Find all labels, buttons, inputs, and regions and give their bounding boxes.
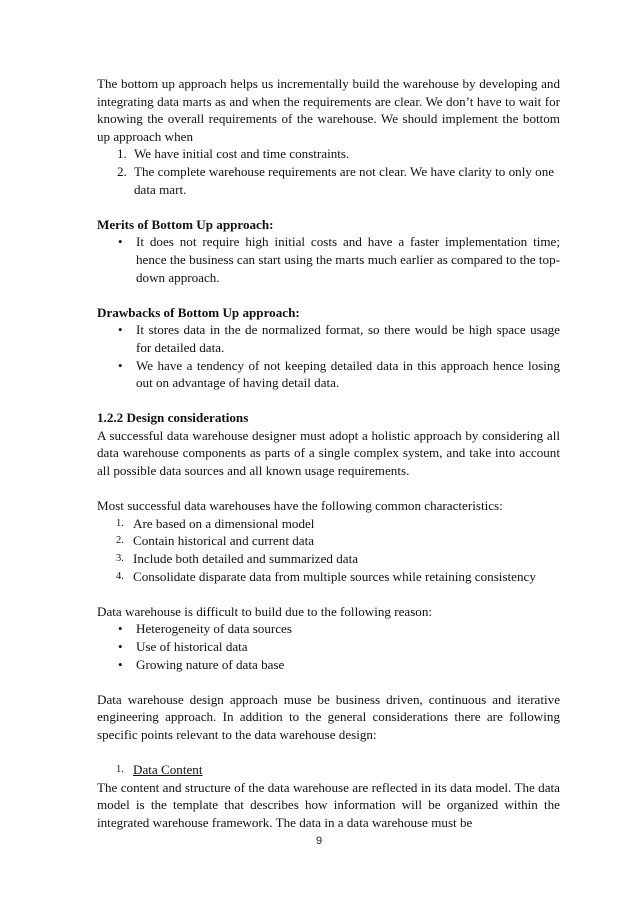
list-text: Use of historical data <box>136 639 248 654</box>
list-number: 2. <box>116 535 124 547</box>
list-item <box>97 321 560 356</box>
constraints-list <box>97 145 560 198</box>
intro-paragraph: The bottom up approach helps us incrementally build the warehouse by developing and integrating data marts as and when the requirements are clear. We don’t have to wait for knowing the overall requirements of the warehouse. We should implement the bottom up approach when <box>97 76 560 144</box>
document-page <box>97 75 560 832</box>
list-item <box>97 761 560 779</box>
list-number: 1. <box>116 517 124 529</box>
merits-list <box>97 233 560 286</box>
list-item <box>97 515 560 533</box>
list-item <box>97 568 560 586</box>
bullet-icon: • <box>118 639 123 654</box>
list-item <box>97 656 560 674</box>
list-item <box>97 638 560 656</box>
list-number: 1. <box>116 764 124 776</box>
list-text: It stores data in the de normalized format, so there would be high space usage for detailed data. <box>136 322 560 355</box>
list-item <box>97 532 560 550</box>
list-item <box>97 233 560 286</box>
approach-paragraph: Data warehouse design approach muse be business driven, continuous and iterative engineering approach. In addition to the general considerations there are following specific points relevant to the data warehouse design: <box>97 691 560 742</box>
page-number: 9 <box>315 835 323 847</box>
list-text: Are based on a dimensional model <box>133 515 315 531</box>
list-text: Contain historical and current data <box>133 533 315 549</box>
list-text: The complete warehouse requirements are not clear. We have clarity to only one data mart. <box>134 163 555 197</box>
characteristics-intro: Most successful data warehouses have the following common characteristics: <box>97 498 503 514</box>
design-paragraph: A successful data warehouse designer must adopt a holistic approach by considering all data warehouse components as parts of a single complex system, and take into account all possible data sources and all known usage requirements. <box>97 427 560 479</box>
list-item <box>97 550 560 568</box>
bullet-icon: • <box>118 621 123 637</box>
list-text: We have initial cost and time constraints. <box>134 146 350 162</box>
design-heading: 1.2.2 Design considerations <box>97 410 249 426</box>
drawbacks-list <box>97 321 560 391</box>
bullet-icon: • <box>118 234 123 250</box>
drawbacks-heading: Drawbacks of Bottom Up approach: <box>97 304 300 320</box>
list-text: Include both detailed and summarized data <box>133 551 359 567</box>
list-text: Growing nature of data base <box>136 656 285 672</box>
list-item <box>97 620 560 638</box>
list-number: 3. <box>116 553 124 565</box>
difficulty-intro: Data warehouse is difficult to build due to the following reason: <box>97 603 433 619</box>
list-text: Consolidate disparate data from multiple sources while retaining consistency <box>133 568 536 584</box>
data-content-title: Data Content <box>133 762 203 778</box>
bullet-icon: • <box>118 656 123 672</box>
list-number: 4. <box>116 570 124 582</box>
difficulty-list <box>97 620 560 673</box>
data-content-paragraph: The content and structure of the data warehouse are reflected in its data model. The data model is the template that describes how information will be organized within the integrated warehouse framework. The data in a data warehouse must be <box>97 779 560 830</box>
list-text: It does not require high initial costs and have a faster implementation time; hence the business can start using the marts much earlier as compared to the top-down approach. <box>136 234 560 285</box>
list-item <box>97 145 560 163</box>
list-number: 2. <box>117 163 127 179</box>
list-item <box>97 357 560 392</box>
bullet-icon: • <box>118 357 123 373</box>
list-number: 1. <box>117 146 127 162</box>
design-points-list <box>97 761 560 779</box>
bullet-icon: • <box>118 322 123 338</box>
merits-heading: Merits of Bottom Up approach: <box>97 216 274 232</box>
list-text: We have a tendency of not keeping detailed data in this approach hence losing out on advantage of having detail data. <box>136 357 560 391</box>
list-item <box>97 163 560 198</box>
list-text: Heterogeneity of data sources <box>136 621 292 637</box>
characteristics-list <box>97 515 560 585</box>
